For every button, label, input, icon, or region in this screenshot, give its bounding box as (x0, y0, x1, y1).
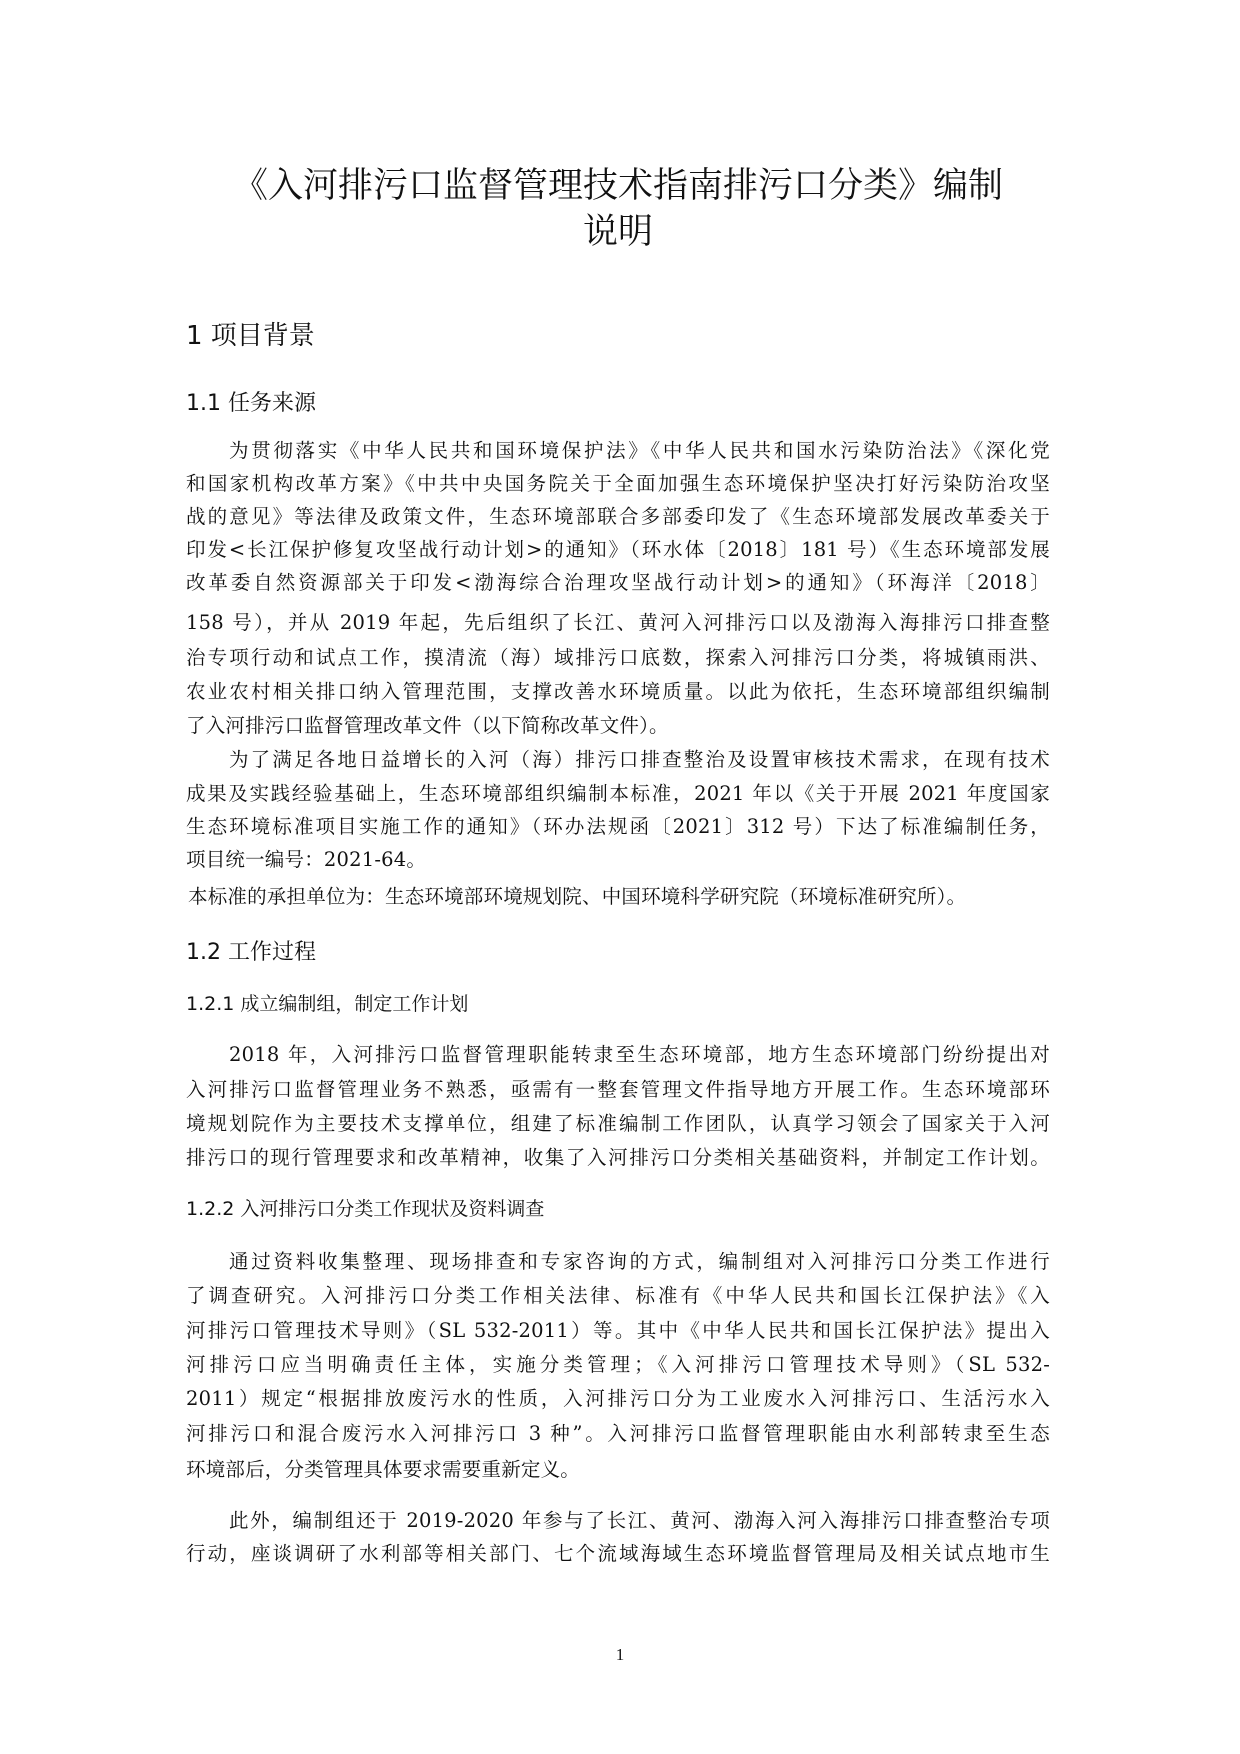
paragraph-2-line: 项目统一编号：2021-64。 (186, 848, 427, 871)
paragraph-1-line: 为贯彻落实《中华人民共和国环境保护法》《中华人民共和国水污染防治法》《深化党 (229, 439, 1050, 462)
paragraph-1-line: 改革委自然资源部关于印发<渤海综合治理攻坚战行动计划>的通知》（环海洋〔2018〕 (186, 571, 1050, 594)
paragraph-1-line: 印发<长江保护修复攻坚战行动计划>的通知》（环水体〔2018〕181 号）《生态环境部发展 (186, 538, 1050, 561)
section-heading-1-2: 1.2 工作过程 (186, 940, 316, 965)
paragraph-2-line: 成果及实践经验基础上，生态环境部组织编制本标准，2021 年以《关于开展 2021 年度国家 (186, 782, 1050, 805)
paragraph-5-line: 河排污口管理技术导则》（SL 532-2011）等。其中《中华人民共和国长江保护法》提出入 (186, 1319, 1050, 1342)
paragraph-5-line: 环境部后，分类管理具体要求需要重新定义。 (186, 1458, 581, 1481)
paragraph-4-line: 境规划院作为主要技术支撑单位，组建了标准编制工作团队，认真学习领会了国家关于入河 (186, 1112, 1050, 1135)
paragraph-5-line: 了调查研究。入河排污口分类工作相关法律、标准有《中华人民共和国长江保护法》《入 (186, 1284, 1050, 1307)
paragraph-5-line: 2011）规定“根据排放废污水的性质，入河排污口分为工业废水入河排污口、生活污水入 (186, 1387, 1050, 1410)
paragraph-1-line: 158 号），并从 2019 年起，先后组织了长江、黄河入河排污口以及渤海入海排污口排查整 (186, 611, 1050, 634)
section-heading-1-2-1: 1.2.1 成立编制组，制定工作计划 (186, 993, 469, 1015)
paragraph-1-line: 战的意见》等法律及政策文件，生态环境部联合多部委印发了《生态环境部发展改革委关于 (186, 505, 1050, 528)
section-heading-1-1: 1.1 任务来源 (186, 391, 316, 416)
document-title-line-2: 说明 (582, 212, 653, 252)
paragraph-6-line: 此外，编制组还于 2019-2020 年参与了长江、黄河、渤海入河入海排污口排查整治专项 (229, 1509, 1050, 1532)
paragraph-1-line: 了入河排污口监督管理改革文件（以下简称改革文件）。 (186, 714, 669, 737)
paragraph-5-line: 河排污口应当明确责任主体，实施分类管理；《入河排污口管理技术导则》（SL 532- (186, 1353, 1050, 1376)
page-number: 1 (615, 1645, 625, 1664)
paragraph-5-line: 河排污口和混合废污水入河排污口 3 种”。入河排污口监督管理职能由水利部转隶至生态 (186, 1422, 1050, 1445)
section-heading-1: 1 项目背景 (186, 321, 315, 351)
paragraph-4-line: 入河排污口监督管理业务不熟悉，亟需有一整套管理文件指导地方开展工作。生态环境部环 (186, 1078, 1050, 1101)
paragraph-2-line: 为了满足各地日益增长的入河（海）排污口排查整治及设置审核技术需求，在现有技术 (229, 748, 1050, 771)
paragraph-1-line: 治专项行动和试点工作，摸清流（海）域排污口底数，探索入河排污口分类，将城镇雨洪、 (186, 646, 1050, 669)
paragraph-1-line: 和国家机构改革方案》《中共中央国务院关于全面加强生态环境保护坚决打好污染防治攻坚 (186, 472, 1050, 495)
section-heading-1-2-2: 1.2.2 入河排污口分类工作现状及资料调查 (186, 1198, 545, 1220)
paragraph-2-line: 生态环境标准项目实施工作的通知》（环办法规函〔2021〕312 号）下达了标准编制任务， (186, 815, 1050, 838)
document-title-line-1: 《入河排污口监督管理技术指南排污口分类》编制 (232, 166, 1003, 206)
paragraph-1-line: 农业农村相关排口纳入管理范围，支撑改善水环境质量。以此为依托，生态环境部组织编制 (186, 680, 1050, 703)
paragraph-4-line: 2018 年，入河排污口监督管理职能转隶至生态环境部，地方生态环境部门纷纷提出对 (229, 1043, 1050, 1066)
paragraph-6-line: 行动，座谈调研了水利部等相关部门、七个流域海域生态环境监督管理局及相关试点地市生 (186, 1542, 1050, 1565)
paragraph-3-line: 本标准的承担单位为：生态环境部环境规划院、中国环境科学研究院（环境标准研究所）。 (188, 885, 967, 908)
paragraph-4-line: 排污口的现行管理要求和改革精神，收集了入河排污口分类相关基础资料，并制定工作计划。 (186, 1146, 1050, 1169)
paragraph-5-line: 通过资料收集整理、现场排查和专家咨询的方式，编制组对入河排污口分类工作进行 (229, 1250, 1050, 1273)
